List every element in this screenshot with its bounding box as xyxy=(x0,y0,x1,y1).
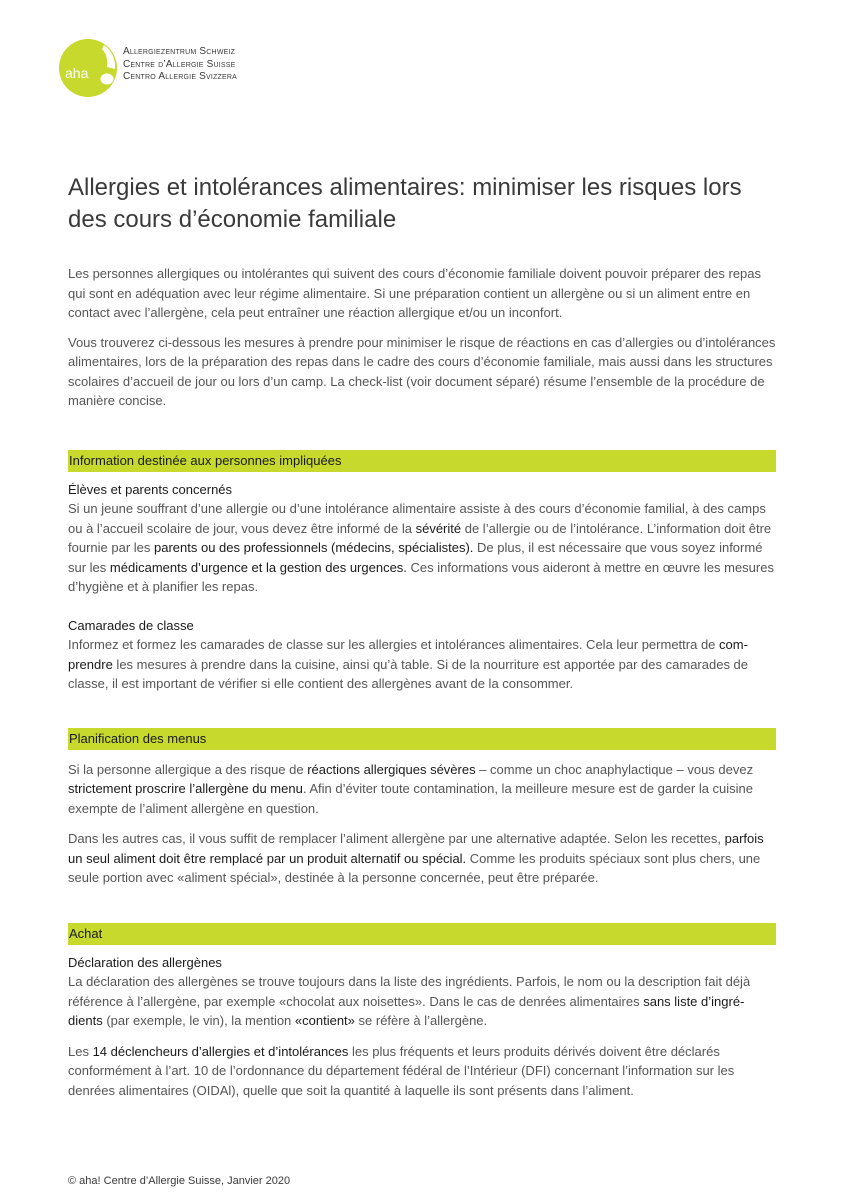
paragraph-declencheurs xyxy=(68,1042,776,1101)
text-run: La déclaration des allergènes se trouve toujours dans la liste des ingrédients. Parfois, le nom ou la description fait déjà référence à l’allergène, par exemple «chocolat aux noisettes». Dans le cas de denrées alimentaires xyxy=(68,974,751,1009)
emphasis-text: 14 déclencheurs d’allergies et d’intolérances xyxy=(92,1043,349,1059)
aha-logo-mark xyxy=(58,37,120,99)
paragraph-reactions-severes xyxy=(68,760,776,819)
text-run: (par exemple, le vin), la mention xyxy=(102,1013,295,1028)
emphasis-text: sévérité xyxy=(415,520,462,536)
subheading-declaration: Déclaration des allergènes xyxy=(68,954,222,970)
emphasis-text: «contient» xyxy=(294,1013,355,1028)
logo-text: aha xyxy=(65,65,89,81)
emphasis-text: parents ou des professionnels (médecins, spécialistes). xyxy=(154,540,474,555)
emphasis-text: médicaments d’urgence et la gestion des urgences. xyxy=(109,559,407,575)
org-name-it: Centro Allergie Svizzera xyxy=(123,71,237,82)
text-run: de l’allergie ou de l’intolérance. L’information doit être fournie par les xyxy=(68,520,772,555)
org-name-de: Allergiezentrum Schweiz xyxy=(123,46,236,57)
emphasis-text: strictement proscrire l’allergène du menu xyxy=(68,781,303,796)
section-heading-information: Information destinée aux personnes impliquées xyxy=(68,450,776,472)
text-run: Dans les autres cas, il vous suffit de remplacer l’aliment allergène par une alternative adaptée. Selon les recettes, xyxy=(68,831,725,846)
text-run: Comme les produits spéciaux sont plus chers, une seule portion avec «aliment spécial», destinée à la personne concernée, peut être préparée. xyxy=(68,850,761,885)
text-run: De plus, il est nécessaire que vous soyez informé sur les xyxy=(68,540,763,575)
paragraph-declaration xyxy=(68,972,776,1031)
document-body xyxy=(68,264,776,1100)
emphasis-text: com-prendre xyxy=(68,637,748,672)
intro-paragraph-1: Les personnes allergiques ou intolérantes qui suivent des cours d’économie familiale doivent pouvoir préparer des repas qui sont en adéquation avec leur régime alimentaire. Si une préparation contient un allergène ou si un aliment entre en contact avec l’allergène, cela peut entraîner une réaction allergique et/ou un inconfort. xyxy=(68,266,762,320)
subheading-eleves-parents: Élèves et parents concernés xyxy=(68,481,233,497)
subheading-camarades: Camarades de classe xyxy=(68,617,194,633)
page-title: Allergies et intolérances alimentaires: minimiser les risques lors des cours d’économie familiale xyxy=(68,174,742,233)
text-run: Informez et formez les camarades de classe sur les allergies et intolérances alimentaires. Cela leur permettra de xyxy=(68,637,720,652)
text-run: Si un jeune souffrant d’une allergie ou d’une intolérance alimentaire assiste à des cours d’économie familial, à des camps ou à l’accueil scolaire de jour, vous devez être informé de la xyxy=(68,501,766,536)
text-run: se réfère à l’allergène. xyxy=(354,1013,488,1028)
footer-copyright: © aha! Centre d’Allergie Suisse, Janvier 2020 xyxy=(68,1175,291,1187)
text-run: les plus fréquents et leurs produits dérivés doivent être déclarés conformément à l’art. 10 de l’ordonnance du département fédéral de l’Intérieur (DFI) concernant l’information sur les denrées alimentaires (OIDAl), quelle que soit la quantité à laquelle ils sont présents dans l’aliment. xyxy=(68,1043,735,1098)
text-run: les mesures à prendre dans la cuisine, ainsi qu’à table. Si de la nourriture est apportée par des camarades de classe, il est important de vérifier si elle contient des allergènes avant de la consommer. xyxy=(68,656,749,691)
emphasis-text: sans liste d’ingré-dients xyxy=(68,993,745,1028)
text-run: Ces informations vous aideront à mettre en œuvre les mesures d’hygiène et à planifier les repas. xyxy=(68,559,774,594)
text-run: . Afin d’éviter toute contamination, la meilleure mesure est de garder la cuisine exempte de l’aliment allergène en question. xyxy=(68,781,754,816)
text-run: Si la personne allergique a des risque de xyxy=(68,761,308,777)
organization-names xyxy=(123,46,237,84)
emphasis-text: parfois un seul aliment doit être remplacé par un produit alternatif ou spécial. xyxy=(68,831,764,866)
paragraph-alternative xyxy=(68,829,776,888)
section-heading-achat: Achat xyxy=(68,923,776,945)
intro-paragraph-2: Vous trouverez ci-dessous les mesures à prendre pour minimiser le risque de réactions en cas d’allergies ou d’intolérances alimentaires, lors de la préparation des repas dans le cadre des cours d’économie familiale, mais aussi dans les structures scolaires d’accueil de jour ou lors d’un camp. La check-list (voir document séparé) résume l’ensemble de la procédure de manière concise. xyxy=(68,334,776,408)
paragraph-camarades xyxy=(68,635,776,694)
emphasis-text: réactions allergiques sévères xyxy=(307,761,476,777)
text-run: Les xyxy=(68,1043,93,1059)
section-heading-planification: Planification des menus xyxy=(68,728,776,750)
org-name-fr: Centre d’Allergie Suisse xyxy=(123,58,236,70)
text-run: – comme un choc anaphylactique – vous devez xyxy=(475,761,754,777)
paragraph-eleves-parents xyxy=(68,499,776,597)
